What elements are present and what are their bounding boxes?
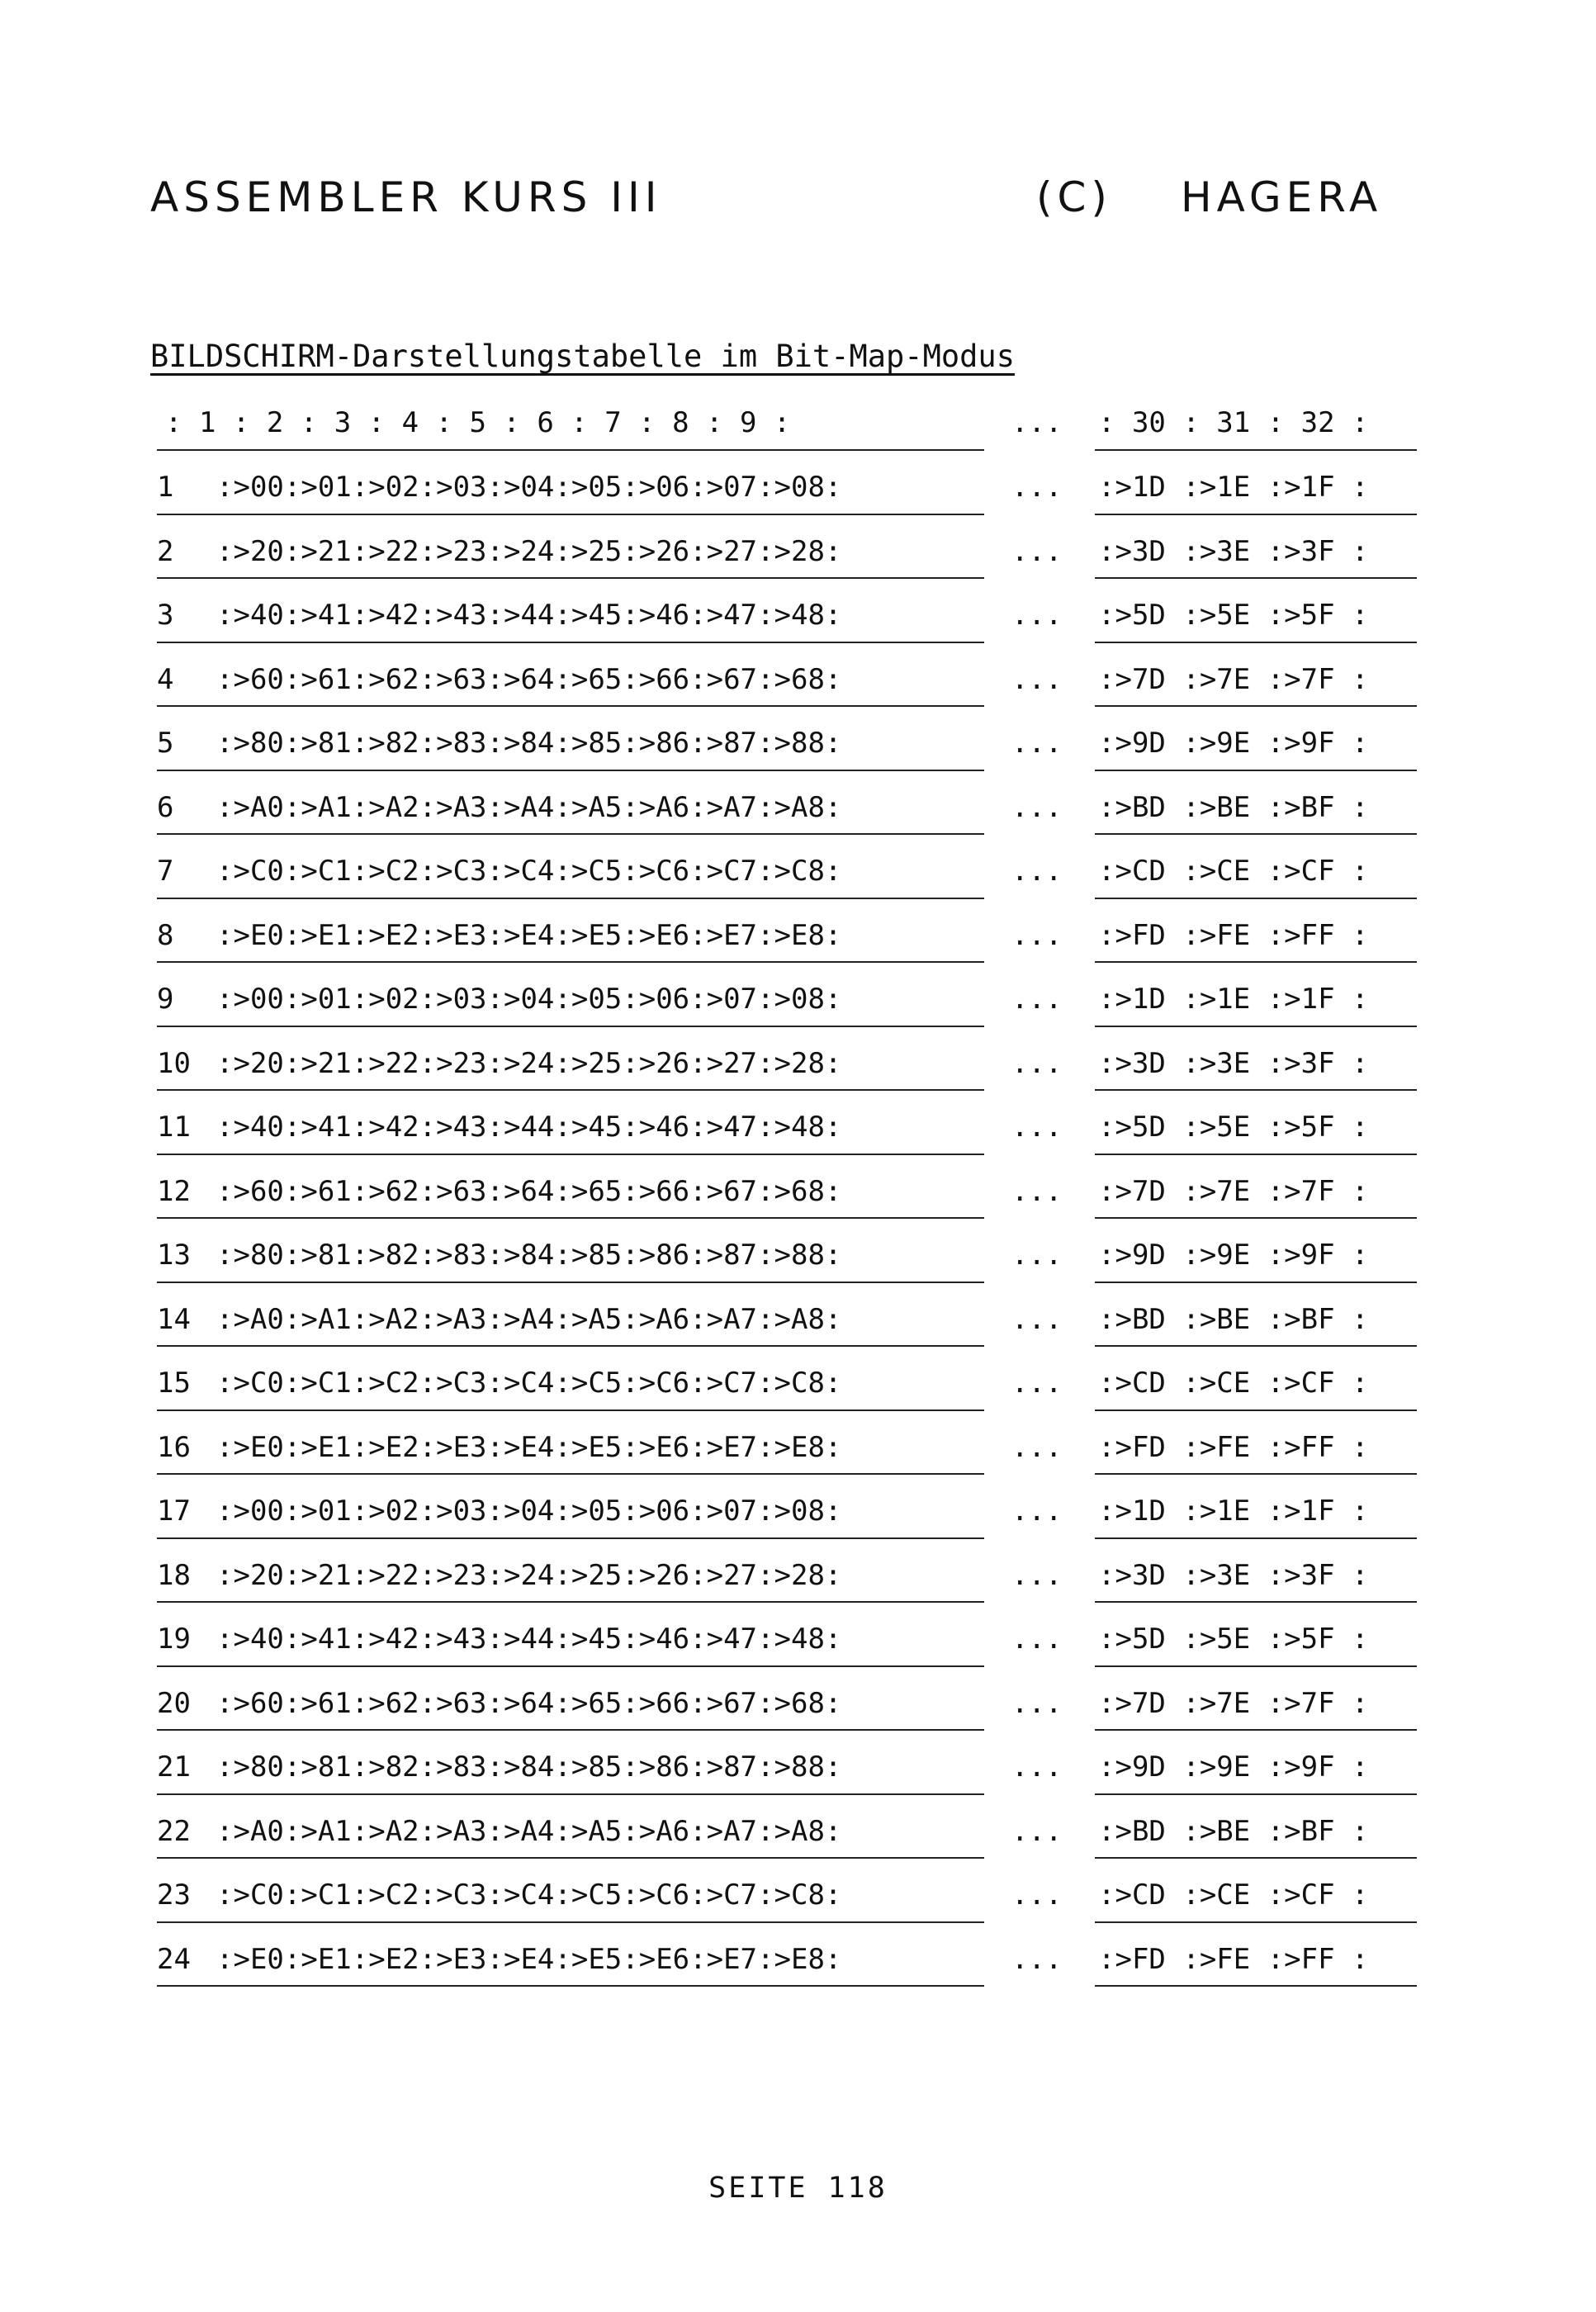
row-cells: :>E0:>E1:>E2:>E3:>E4:>E5:>E6:>E7:>E8: [216,1942,842,1976]
row-ellipsis: ... [1011,1367,1063,1400]
row-cells-right: :>BD :>BE :>BF : [1098,790,1369,824]
row-label: 20 [157,1686,191,1720]
row-separator [0,1910,1596,1936]
table-row [0,1109,1596,1145]
row-label: 9 [157,983,174,1016]
column-header-ellipsis: ... [1011,406,1063,439]
row-cells: :>60:>61:>62:>63:>64:>65:>66:>67:>68: [216,1686,842,1720]
row-ellipsis: ... [1011,1111,1063,1144]
row-cells: :>E0:>E1:>E2:>E3:>E4:>E5:>E6:>E7:>E8: [216,1430,842,1464]
row-ellipsis: ... [1011,471,1063,504]
row-cells-right: :>FD :>FE :>FF : [1098,1430,1369,1464]
row-separator [0,566,1596,592]
row-label: 21 [157,1751,191,1784]
table-row [0,1493,1596,1529]
row-label: 6 [157,790,174,824]
row-label: 15 [157,1367,191,1400]
row-cells-right: :>FD :>FE :>FF : [1098,918,1369,952]
row-cells-right: :>9D :>9E :>9F : [1098,1751,1369,1784]
row-cells-right: :>BD :>BE :>BF : [1098,1814,1369,1848]
row-cells-right: :>9D :>9E :>9F : [1098,727,1369,760]
table-row [0,1813,1596,1850]
table-row [0,597,1596,633]
row-cells: :>A0:>A1:>A2:>A3:>A4:>A5:>A6:>A7:>A8: [216,1302,842,1336]
row-label: 12 [157,1174,191,1208]
row-separator [0,1078,1596,1104]
row-cells-right: :>1D :>1E :>1F : [1098,983,1369,1016]
row-label: 5 [157,727,174,760]
row-cells: :>00:>01:>02:>03:>04:>05:>06:>07:>08: [216,1495,842,1528]
row-ellipsis: ... [1011,1239,1063,1272]
table-row [0,917,1596,954]
table-row [0,1749,1596,1785]
row-cells-right: :>CD :>CE :>CF : [1098,855,1369,888]
row-cells: :>C0:>C1:>C2:>C3:>C4:>C5:>C6:>C7:>C8: [216,1878,842,1912]
row-cells: :>20:>21:>22:>23:>24:>25:>26:>27:>28: [216,534,842,568]
row-separator [0,886,1596,912]
row-ellipsis: ... [1011,1814,1063,1848]
row-cells-right: :>1D :>1E :>1F : [1098,471,1369,504]
row-separator [0,1462,1596,1488]
row-ellipsis: ... [1011,1046,1063,1080]
row-cells: :>00:>01:>02:>03:>04:>05:>06:>07:>08: [216,983,842,1016]
row-cells-right: :>CD :>CE :>CF : [1098,1367,1369,1400]
row-label: 8 [157,918,174,952]
row-ellipsis: ... [1011,599,1063,632]
row-label: 4 [157,662,174,696]
table-row [0,853,1596,889]
table-row [0,1237,1596,1273]
row-separator [0,502,1596,528]
table-row [0,1301,1596,1338]
row-cells: :>00:>01:>02:>03:>04:>05:>06:>07:>08: [216,471,842,504]
row-ellipsis: ... [1011,1878,1063,1912]
row-separator [0,1270,1596,1296]
row-cells: :>80:>81:>82:>83:>84:>85:>86:>87:>88: [216,1751,842,1784]
row-cells-right: :>3D :>3E :>3F : [1098,534,1369,568]
row-cells-right: :>BD :>BE :>BF : [1098,1302,1369,1336]
row-ellipsis: ... [1011,1558,1063,1592]
page-number: SEITE 118 [708,2172,888,2205]
row-ellipsis: ... [1011,1686,1063,1720]
row-cells: :>60:>61:>62:>63:>64:>65:>66:>67:>68: [216,1174,842,1208]
row-label: 19 [157,1623,191,1656]
row-separator [0,758,1596,784]
row-ellipsis: ... [1011,1430,1063,1464]
row-cells-right: :>7D :>7E :>7F : [1098,662,1369,696]
table-row [0,1621,1596,1657]
row-separator [0,822,1596,848]
row-ellipsis: ... [1011,855,1063,888]
table-row [0,981,1596,1017]
row-separator [0,1654,1596,1680]
row-ellipsis: ... [1011,918,1063,952]
row-ellipsis: ... [1011,534,1063,568]
row-label: 1 [157,471,174,504]
row-cells-right: :>5D :>5E :>5F : [1098,1623,1369,1656]
row-label: 14 [157,1302,191,1336]
header-author: HAGERA [1181,173,1383,221]
row-separator [0,630,1596,656]
row-label: 3 [157,599,174,632]
row-label: 18 [157,1558,191,1592]
table-row [0,1941,1596,1978]
row-cells-right: :>CD :>CE :>CF : [1098,1878,1369,1912]
row-cells: :>20:>21:>22:>23:>24:>25:>26:>27:>28: [216,1046,842,1080]
table-row [0,789,1596,826]
header-copyright: (C) [1036,173,1112,221]
row-separator [0,1590,1596,1616]
row-ellipsis: ... [1011,662,1063,696]
row-cells: :>80:>81:>82:>83:>84:>85:>86:>87:>88: [216,727,842,760]
row-label: 16 [157,1430,191,1464]
row-cells: :>40:>41:>42:>43:>44:>45:>46:>47:>48: [216,599,842,632]
table-row [0,1557,1596,1594]
row-cells-right: :>9D :>9E :>9F : [1098,1239,1369,1272]
row-separator [0,1398,1596,1424]
row-cells-right: :>7D :>7E :>7F : [1098,1174,1369,1208]
row-cells: :>C0:>C1:>C2:>C3:>C4:>C5:>C6:>C7:>C8: [216,855,842,888]
table-row [0,1877,1596,1913]
row-cells-right: :>5D :>5E :>5F : [1098,599,1369,632]
row-cells: :>C0:>C1:>C2:>C3:>C4:>C5:>C6:>C7:>C8: [216,1367,842,1400]
column-header-right: : 30 : 31 : 32 : [1098,406,1369,439]
row-separator [0,438,1596,464]
table-row [0,533,1596,570]
table-row [0,1173,1596,1210]
row-cells: :>40:>41:>42:>43:>44:>45:>46:>47:>48: [216,1111,842,1144]
row-label: 22 [157,1814,191,1848]
table-row [0,1429,1596,1466]
row-cells: :>80:>81:>82:>83:>84:>85:>86:>87:>88: [216,1239,842,1272]
table-row [0,469,1596,505]
row-separator [0,694,1596,720]
row-cells: :>A0:>A1:>A2:>A3:>A4:>A5:>A6:>A7:>A8: [216,1814,842,1848]
row-label: 7 [157,855,174,888]
row-separator [0,1142,1596,1168]
row-cells-right: :>FD :>FE :>FF : [1098,1942,1369,1976]
row-cells-right: :>7D :>7E :>7F : [1098,1686,1369,1720]
row-ellipsis: ... [1011,1495,1063,1528]
row-cells: :>E0:>E1:>E2:>E3:>E4:>E5:>E6:>E7:>E8: [216,918,842,952]
row-cells: :>40:>41:>42:>43:>44:>45:>46:>47:>48: [216,1623,842,1656]
row-label: 24 [157,1942,191,1976]
page-header [0,173,1596,231]
table-bottom-rule [0,1973,1596,2000]
row-label: 13 [157,1239,191,1272]
row-ellipsis: ... [1011,1751,1063,1784]
row-cells-right: :>1D :>1E :>1F : [1098,1495,1369,1528]
table-row [0,1365,1596,1401]
row-cells-right: :>3D :>3E :>3F : [1098,1558,1369,1592]
row-ellipsis: ... [1011,790,1063,824]
row-cells-right: :>5D :>5E :>5F : [1098,1111,1369,1144]
table-row [0,661,1596,698]
row-cells: :>20:>21:>22:>23:>24:>25:>26:>27:>28: [216,1558,842,1592]
row-separator [0,950,1596,976]
row-cells-right: :>3D :>3E :>3F : [1098,1046,1369,1080]
column-header-row [0,405,1596,441]
row-ellipsis: ... [1011,1174,1063,1208]
row-separator [0,1717,1596,1744]
row-label: 17 [157,1495,191,1528]
header-title: ASSEMBLER KURS III [150,173,662,221]
row-separator [0,1014,1596,1040]
column-header-left: : 1 : 2 : 3 : 4 : 5 : 6 : 7 : 8 : 9 : [165,406,791,439]
row-label: 23 [157,1878,191,1912]
row-ellipsis: ... [1011,983,1063,1016]
row-ellipsis: ... [1011,727,1063,760]
row-label: 2 [157,534,174,568]
table-row [0,1045,1596,1082]
row-separator [0,1782,1596,1808]
row-separator [0,1334,1596,1360]
row-separator [0,1206,1596,1232]
row-separator [0,1526,1596,1552]
table-row [0,1685,1596,1722]
row-ellipsis: ... [1011,1942,1063,1976]
row-ellipsis: ... [1011,1302,1063,1336]
row-ellipsis: ... [1011,1623,1063,1656]
row-label: 10 [157,1046,191,1080]
table-title: BILDSCHIRM-Darstellungstabelle im Bit-Map-Modus [150,339,1015,374]
row-cells: :>60:>61:>62:>63:>64:>65:>66:>67:>68: [216,662,842,696]
row-separator [0,1845,1596,1872]
table-row [0,725,1596,761]
row-label: 11 [157,1111,191,1144]
row-cells: :>A0:>A1:>A2:>A3:>A4:>A5:>A6:>A7:>A8: [216,790,842,824]
